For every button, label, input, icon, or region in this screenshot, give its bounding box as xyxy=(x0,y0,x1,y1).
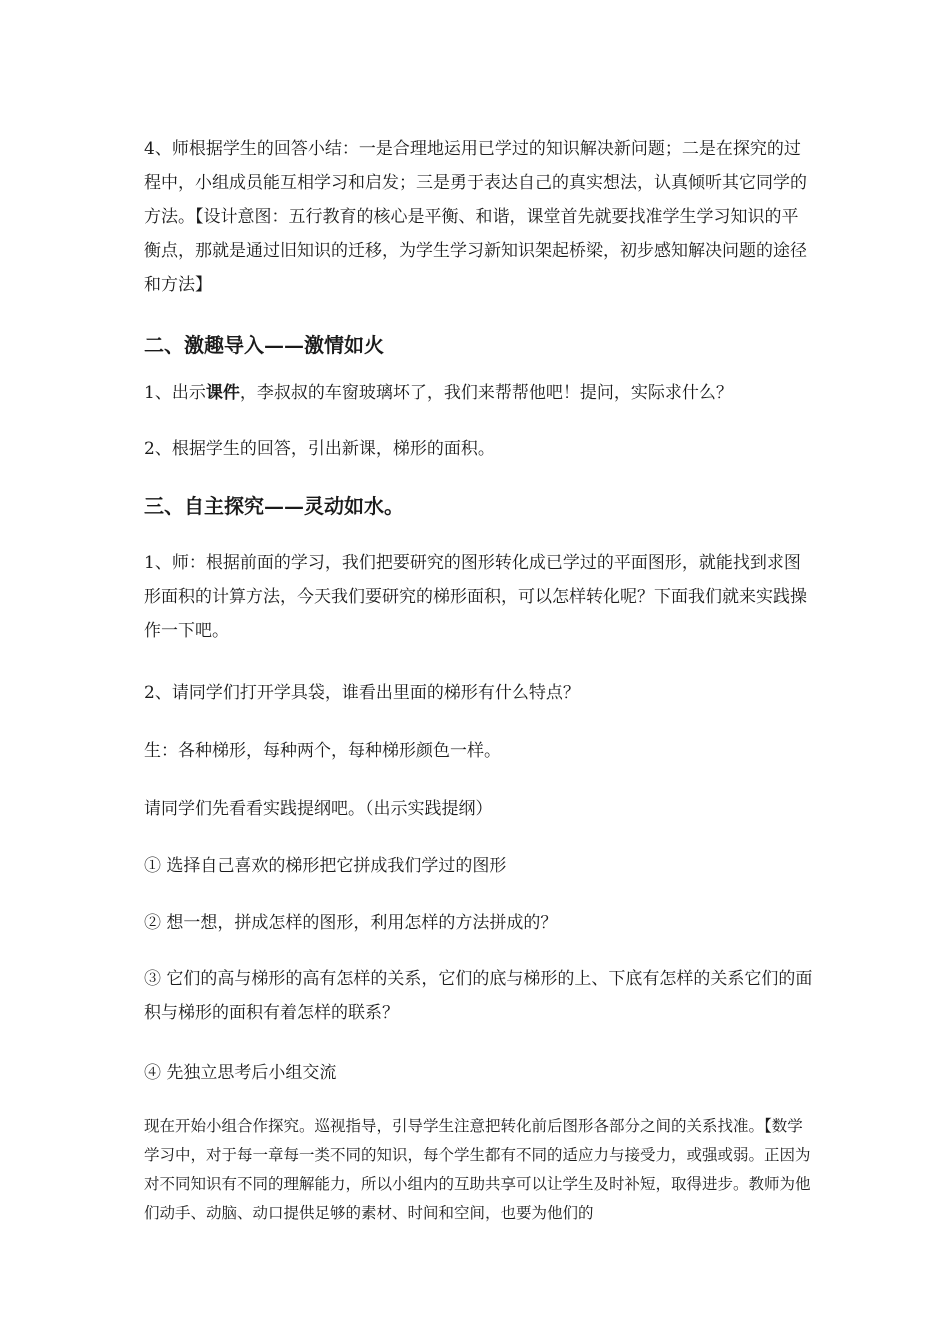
text-run-bold: 课件 xyxy=(205,383,240,403)
section-heading-3 xyxy=(144,489,814,523)
outline-item-4: ④ 先独立思考后小组交流 xyxy=(144,1063,337,1083)
section-number: 二、 xyxy=(144,333,184,357)
paragraph-closing: 现在开始小组合作探究。巡视指导，引导学生注意把转化前后图形各部分之间的关系找准。【数学学习中，对于每一章每一类不同的知识，每个学生都有不同的适应力与接受力，或强或弱。正因为对不同知识有不同的理解能力，所以小组内的互助共享可以让学生及时补短，取得进步。教师为他们动手、动脑、动口提供足够的素材、时间和空间，也要为他们的 xyxy=(144,1117,811,1222)
outline-item-1: ① 选择自己喜欢的梯形把它拼成我们学过的图形 xyxy=(144,856,507,876)
section-number: 三、 xyxy=(144,494,184,518)
text-run: 1、出示 xyxy=(144,383,206,403)
section-heading-2 xyxy=(144,328,814,362)
outline-item-2: ② 想一想，拼成怎样的图形，利用怎样的方法拼成的？ xyxy=(144,913,558,933)
paragraph-summary: 4、师根据学生的回答小结：一是合理地运用已学过的知识解决新问题；二是在探究的过程中，小组成员能互相学习和启发；三是勇于表达自己的真实想法，认真倾听其它同学的方法。【设计意图：五行教育的核心是平衡、和谐，课堂首先就要找准学生学习知识的平衡点，那就是通过旧知识的迁移，为学生学习新知识架起桥梁，初步感知解决问题的途径和方法】 xyxy=(144,139,807,295)
paragraph-student-answer: 生：各种梯形，每种两个，每种梯形颜色一样。 xyxy=(144,741,501,761)
paragraph-s2-item1 xyxy=(144,376,814,410)
paragraph-s3-item2: 2、请同学们打开学具袋，谁看出里面的梯形有什么特点？ xyxy=(144,683,580,703)
outline-item-3: ③ 它们的高与梯形的高有怎样的关系，它们的底与梯形的上、下底有怎样的关系它们的面积与梯形的面积有着怎样的联系？ xyxy=(144,969,813,1023)
section-suffix: 。 xyxy=(384,494,404,518)
section-title: 激趣导入——激情如火 xyxy=(184,333,384,357)
text-run: ，李叔叔的车窗玻璃坏了，我们来帮帮他吧！提问，实际求什么？ xyxy=(239,383,733,403)
paragraph-outline-intro: 请同学们先看看实践提纲吧。（出示实践提纲） xyxy=(144,799,493,819)
paragraph-s3-item1: 1、师：根据前面的学习，我们把要研究的图形转化成已学过的平面图形，就能找到求图形面积的计算方法，今天我们要研究的梯形面积，可以怎样转化呢？下面我们就来实践操作一下吧。 xyxy=(144,553,807,641)
paragraph-s2-item2: 2、根据学生的回答，引出新课，梯形的面积。 xyxy=(144,439,495,459)
section-title: 自主探究——灵动如水 xyxy=(184,494,384,518)
